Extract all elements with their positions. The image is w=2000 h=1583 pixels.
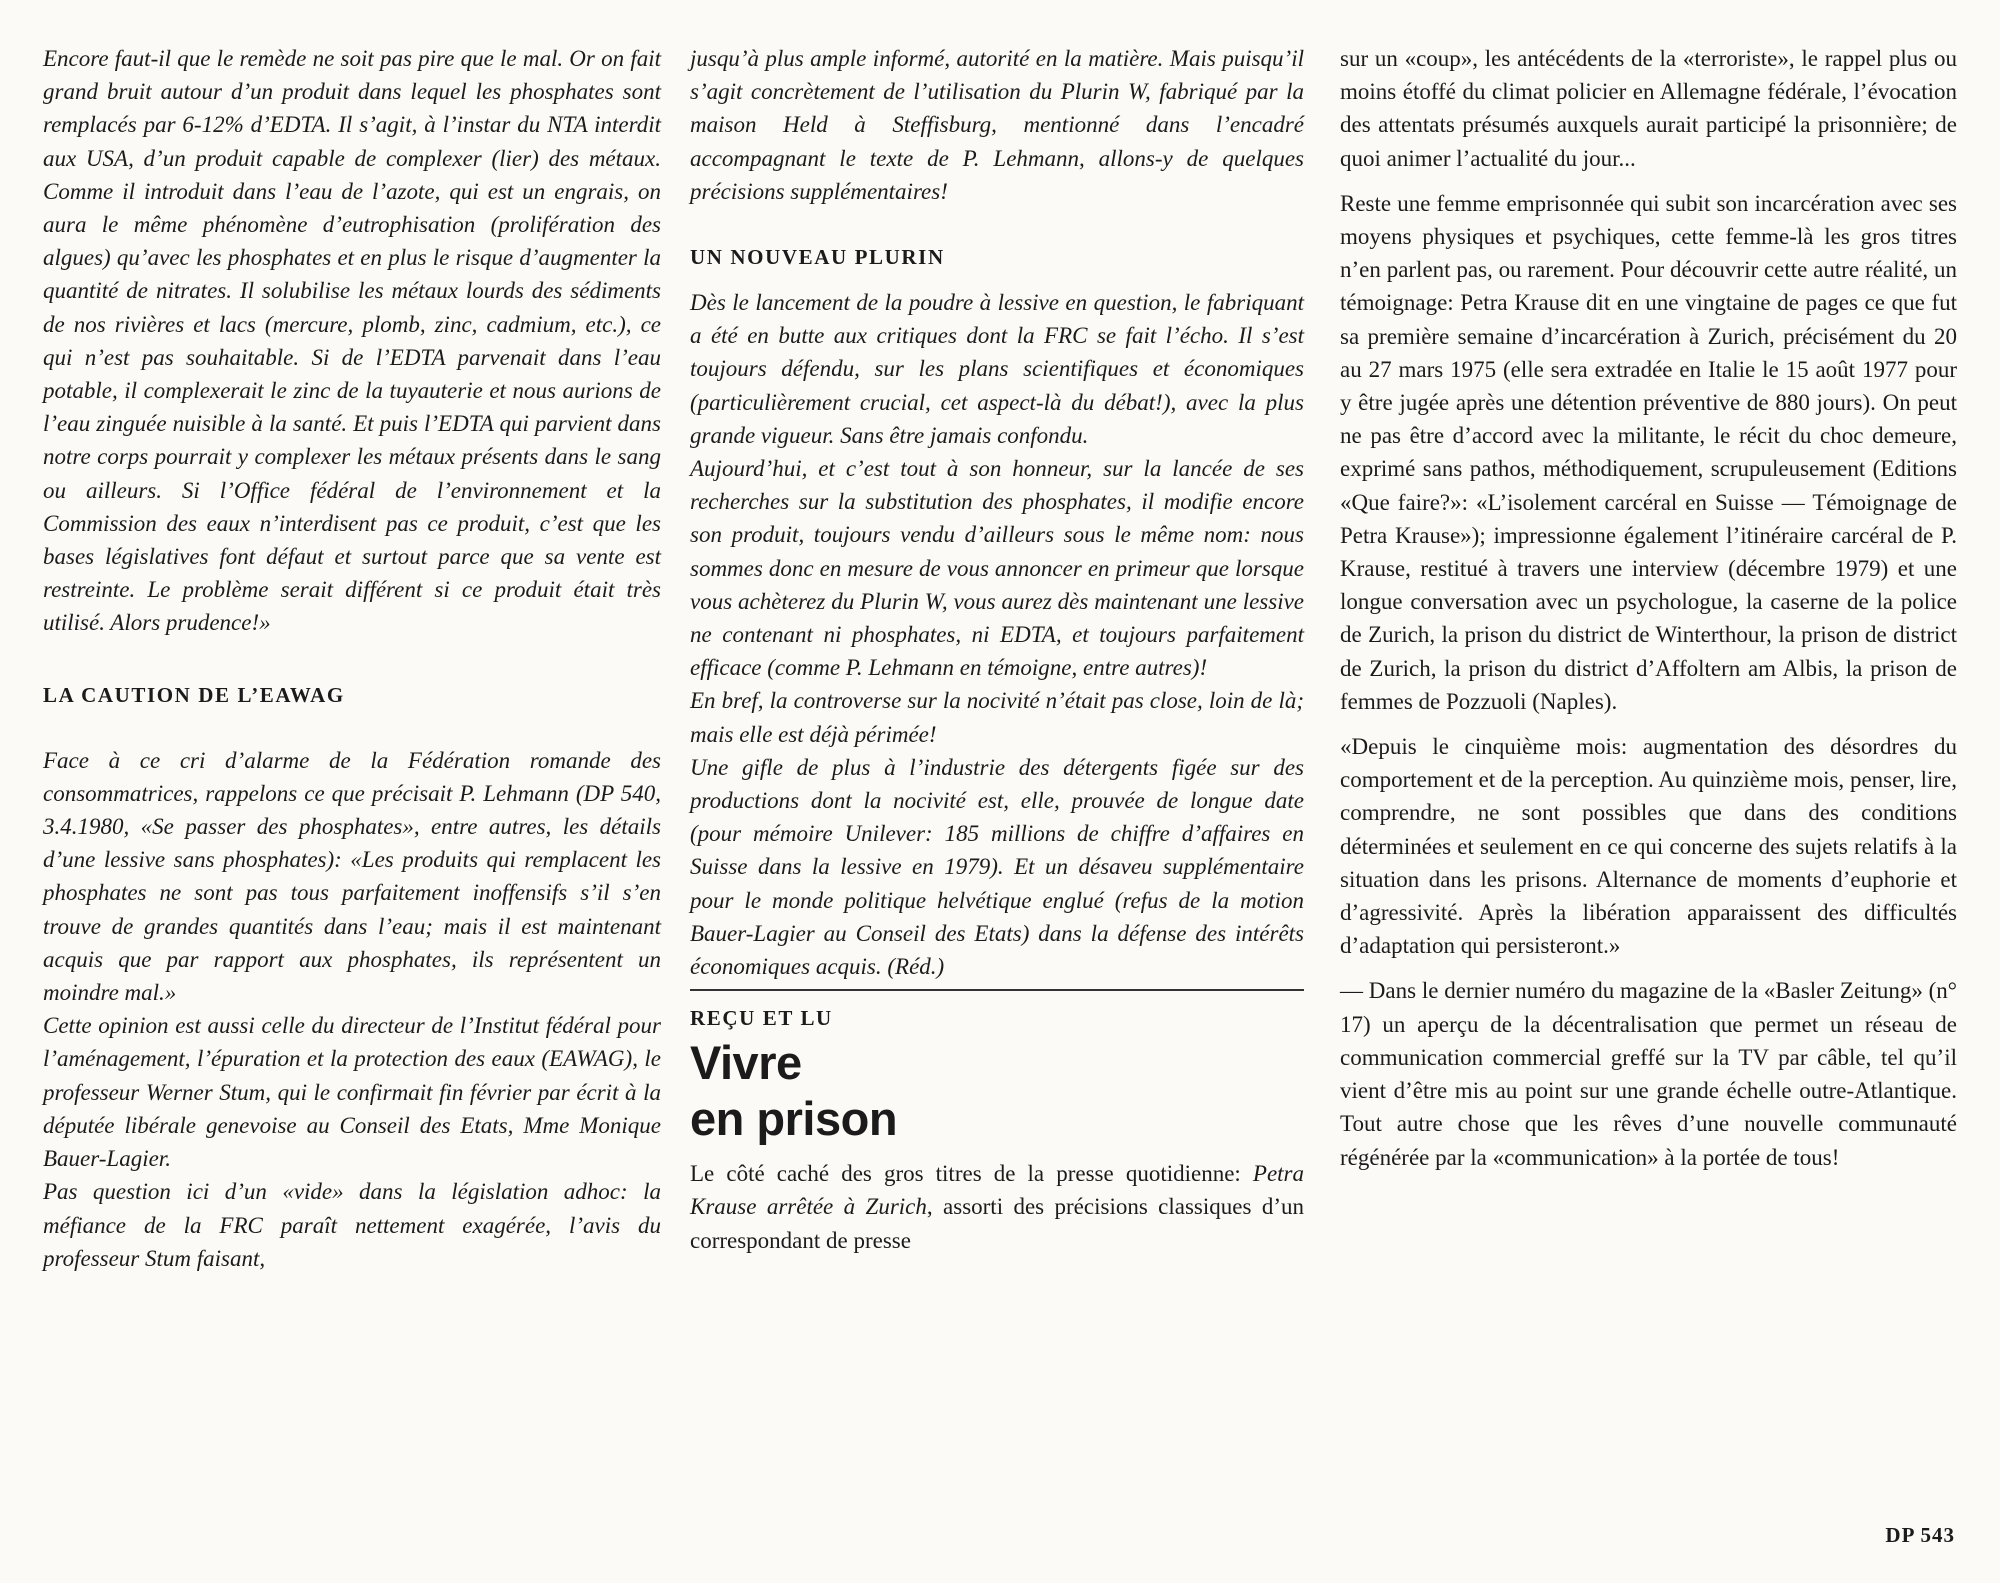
paragraph: Encore faut-il que le remède ne soit pas pire que le mal. Or on fait grand bruit autour d’un produit dans lequel les phosphates sont remplacés par 6-12% d’EDTA. Il s’agit, à l’instar du NTA interdit aux USA, d’un produit capable de complexer (lier) des métaux. Comme il introduit dans l’eau de l’azote, qui est un engrais, on aura le même phénomène d’eutrophisation (prolifération des algues) qu’avec les phosphates et en plus le risque d’augmenter la quantité de nitrates. Il solubilise les métaux lourds des sédiments de nos rivières et lacs (mercure, plomb, zinc, cadmium, etc.), ce qui n’est pas souhaitable. Si de l’EDTA parvenait dans l’eau potable, il complexerait le zinc de la tuyauterie et nous aurions de l’eau zinguée nuisible à la santé. Et puis l’EDTA qui parvient dans notre corps pourrait y complexer les métaux présents dans le sang ou ailleurs. Si l’Office fédéral de l’environnement et la Commission des eaux n’interdisent pas ce produit, c’est que les bases législatives font défaut et surtout parce que sa vente est restreinte. Le problème serait différent si ce produit était très utilisé. Alors prudence!» (43, 46, 661, 636)
paragraph: Pas question ici d’un «vide» dans la législation adhoc: la méfiance de la FRC paraît nettement exagérée, l’avis du professeur Stum faisant, (43, 1179, 661, 1271)
text-run: , assorti des précisions classiques d’un correspondant de presse (690, 1194, 1304, 1253)
text-run: Le côté caché des gros titres de la presse quotidienne: (690, 1161, 1253, 1187)
paragraph: Cette opinion est aussi celle du directeur de l’Institut fédéral pour l’aménagement, l’épuration et la protection des eaux (EAWAG), le professeur Werner Stum, qui le confirmait fin février par écrit à la députée libérale genevoise au Conseil des Etats, Mme Monique Bauer-Lagier. (43, 1013, 661, 1172)
paragraph: Aujourd’hui, et c’est tout à son honneur, sur la lancée de ses recherches sur la substitution des phosphates, il modifie encore son produit, toujours vendu d’ailleurs sous le même nom: nous sommes donc en mesure de vous annoncer en primeur que lorsque vous achèterez du Plurin W, vous aurez dès maintenant une lessive ne contenant ni phosphates, ni EDTA, et toujours parfaitement efficace (comme P. Lehmann en témoigne, entre autres)! (690, 456, 1304, 681)
paragraph: En bref, la controverse sur la nocivité n’était pas close, loin de là; mais elle est déjà périmée! (690, 688, 1304, 747)
column-2 (690, 42, 1304, 1257)
paragraph: Dès le lancement de la poudre à lessive en question, le fabriquant a été en butte aux critiques dont la FRC se fait l’écho. Il s’est toujours défendu, sur les plans scientifiques et économiques (particulièrement crucial, cet aspect-là du débat!), avec la plus grande vigueur. Sans être jamais confondu. (690, 290, 1304, 448)
paragraph: jusqu’à plus ample informé, autorité en la matière. Mais puisqu’il s’agit concrètement de l’utilisation du Plurin W, fabriqué par la maison Held à Steffisburg, mentionné dans l’encadré accompagnant le texte de P. Lehmann, allons-y de quelques précisions supplémentaires! (690, 46, 1304, 204)
divider-rule (690, 989, 1304, 991)
quoted-headline: Petra Krause arrêtée à Zurich (690, 1161, 1304, 1220)
paragraph: Face à ce cri d’alarme de la Fédération romande des consommatrices, rappelons ce que précisait P. Lehmann (DP 540, 3.4.1980, «Se passer des phosphates», entre autres, les détails d’une lessive sans phosphates): «Les produits qui remplacent les phosphates ne sont pas tous parfaitement inoffensifs s’il s’en trouve de grandes quantités dans l’eau; mais il est maintenant acquis que par rapport aux phosphates, ils représentent un moindre mal.» (43, 747, 661, 1006)
column-1 (43, 42, 661, 1275)
paragraph: sur un «coup», les antécédents de la «terroriste», le rappel plus ou moins étoffé du climat policier en Allemagne fédérale, l’évocation des attentats présumés auxquels aurait participé la prisonnière; de quoi animer l’actualité du jour... (1340, 46, 1957, 171)
page-folio: DP 543 (1885, 1523, 1955, 1547)
paragraph: «Depuis le cinquième mois: augmentation des désordres du comportement et de la perception. Au quinzième mois, penser, lire, comprendre, ne sont possibles que dans des conditions déterminées et seulement en ce qui concerne des sujets relatifs à la situation dans les prisons. Alternance de moments d’euphorie et d’agressivité. Après la libération apparaissent des difficultés d’adaptation qui persisteront.» (1340, 734, 1957, 959)
paragraph: Une gifle de plus à l’industrie des détergents figée sur des productions dont la nocivité est, elle, prouvée de longue date (pour mémoire Unilever: 185 millions de chiffre d’affaires en Suisse dans la lessive en 1979). Et un désaveu supplémentaire pour le monde politique helvétique englué (refus de la motion Bauer-Lagier au Conseil des Etats) dans la défense des intérêts économiques acquis. (Réd.) (690, 754, 1304, 980)
section-heading: LA CAUTION DE L’EAWAG (43, 682, 345, 707)
article-kicker: REÇU ET LU (690, 1006, 833, 1031)
paragraph: Reste une femme emprisonnée qui subit son incarcération avec ses moyens physiques et psychiques, cette femme-là les gros titres n’en parlent pas, ou rarement. Pour découvrir cette autre réalité, un témoignage: Petra Krause dit en une vingtaine de pages ce que fut sa première semaine d’incarcération à Zurich, précisément du 20 au 27 mars 1975 (elle sera extradée en Italie le 15 août 1977 pour y être jugée après une détention préventive de 880 jours). On peut ne pas être d’accord avec la militante, le récit du choc demeure, exprimé sans pathos, méthodiquement, scrupuleusement (Editions «Que faire?»: «L’isolement carcéral en Suisse — Témoignage de Petra Krause»); impressionne également l’itinéraire carcéral de P. Krause, restitué à travers une interview (décembre 1979) et une longue conversation avec un psychologue, la caserne de la police de Zurich, la prison du district de Winterthour, la prison de district de Zurich, la prison du district d’Affoltern am Albis, la prison de femmes de Pozzuoli (Naples). (1340, 190, 1957, 714)
paragraph (690, 1157, 1304, 1257)
paragraph: — Dans le dernier numéro du magazine de la «Basler Zeitung» (n° 17) un aperçu de la décentralisation que permet un réseau de communication commercial greffé sur la TV par câble, tel qu’il vient d’être mis au point sur une grande échelle outre-Atlantique. Tout autre chose que les rêves d’une nouvelle communauté régénérée par la «communication» à la portée de tous! (1340, 978, 1957, 1170)
section-heading: UN NOUVEAU PLURIN (690, 245, 945, 270)
column-3 (1340, 42, 1957, 1174)
article-headline: Vivre en prison (690, 1036, 898, 1146)
